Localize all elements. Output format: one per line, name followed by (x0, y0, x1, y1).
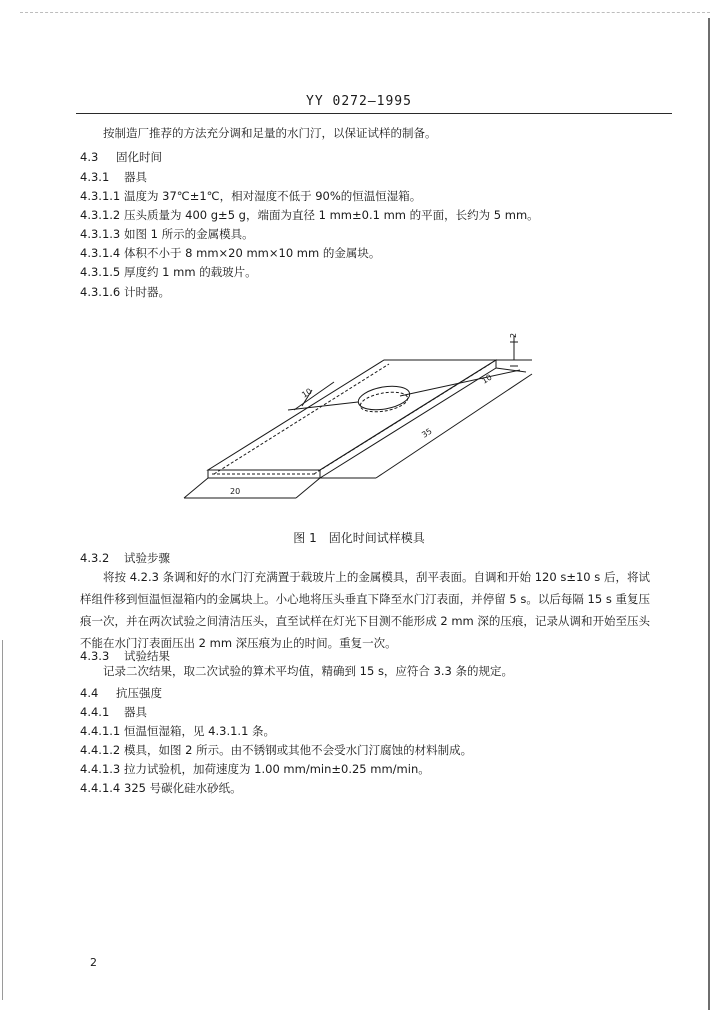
item-4-3-1-2 (80, 208, 539, 222)
section-text: 抗压强度 (116, 686, 162, 700)
section-number: 4.4.1.2 (80, 743, 121, 757)
standard-header: YY 0272—1995 (306, 94, 412, 109)
heading-4-3 (80, 150, 162, 164)
mold-side-face (320, 360, 496, 478)
figure-1-mold-drawing (170, 318, 550, 518)
paragraph-4-3-3: 记录二次结果，取二次试验的算术平均值，精确到 15 s，应符合 3.3 条的规定。 (103, 664, 514, 678)
section-text: 试验步骤 (124, 551, 170, 565)
section-number: 4.3.1.3 (80, 227, 121, 241)
section-number: 4.3 (80, 150, 99, 164)
heading-4-3-3 (80, 649, 170, 663)
item-4-4-1-2 (80, 743, 472, 757)
item-4-4-1-3 (80, 762, 430, 776)
hidden-edge (214, 364, 389, 474)
item-4-3-1-1 (80, 189, 421, 203)
section-text: 如图 1 所示的金属模具。 (124, 227, 254, 241)
dim-line-side (400, 370, 520, 396)
section-text: 压头质量为 400 g±5 g，端面为直径 1 mm±0.1 mm 的平面，长约为 5 mm。 (124, 208, 539, 222)
section-text: 厚度约 1 mm 的载玻片。 (124, 265, 257, 279)
section-text: 拉力试验机，加荷速度为 1.00 mm/min±0.25 mm/min。 (124, 762, 430, 776)
heading-4-4-1 (80, 705, 147, 719)
dim-line-length (376, 374, 532, 478)
item-4-3-1-5 (80, 265, 257, 279)
section-text: 固化时间 (116, 150, 162, 164)
section-text: 器具 (124, 705, 147, 719)
section-text: 器具 (124, 170, 147, 184)
scan-edge-left (2, 640, 3, 1000)
header-rule (76, 113, 672, 114)
item-4-3-1-4 (80, 246, 380, 260)
scan-edge-right (708, 18, 710, 1010)
section-number: 4.3.1.6 (80, 285, 121, 299)
dim-extension (288, 402, 358, 410)
section-number: 4.4.1.4 (80, 781, 121, 795)
intro-line: 按制造厂推荐的方法充分调和足量的水门汀，以保证试样的制备。 (103, 126, 437, 140)
section-text: 325 号碳化硅水砂纸。 (124, 781, 242, 795)
item-4-3-1-6 (80, 285, 170, 299)
section-number: 4.3.1.5 (80, 265, 121, 279)
section-text: 计时器。 (124, 285, 170, 299)
section-number: 4.4.1 (80, 705, 110, 719)
section-number: 4.4.1.1 (80, 724, 121, 738)
paragraph-4-3-2: 将按 4.2.3 条调和好的水门汀充满置于载玻片上的金属模具，刮平表面。自调和开始 120 s±10 s 后，将试样组件移到恒温恒湿箱内的金属块上。小心地将压头垂直下降至水门汀表面，并停留 5 s。以后每隔 15 s 重复压痕一次，并在两次试验之间清洁压头，直至试样在灯光下目测不能形成 2 mm 深的压痕，记录从调和开始至压头不能在水门汀表面压出 2 mm 深压痕为止的时间。重复一次。 (80, 570, 650, 650)
section-number: 4.3.3 (80, 649, 110, 663)
section-number: 4.4.1.3 (80, 762, 121, 776)
dim-extension (296, 478, 320, 498)
dim-label-thickness: 2 (509, 332, 518, 338)
mold-top-face (208, 360, 496, 470)
page-number: 2 (90, 956, 97, 969)
heading-4-3-2 (80, 551, 170, 565)
section-number: 4.3.1 (80, 170, 110, 184)
item-4-3-1-3 (80, 227, 254, 241)
section-number: 4.3.1.2 (80, 208, 121, 222)
section-number: 4.3.2 (80, 551, 110, 565)
section-number: 4.3.1.4 (80, 246, 121, 260)
section-number: 4.4 (80, 686, 99, 700)
section-text: 恒温恒湿箱，见 4.3.1.1 条。 (124, 724, 276, 738)
heading-4-4 (80, 686, 162, 700)
section-text: 体积不小于 8 mm×20 mm×10 mm 的金属块。 (124, 246, 381, 260)
section-text: 温度为 37℃±1℃，相对湿度不低于 90%的恒温恒湿箱。 (124, 189, 422, 203)
item-4-4-1-1 (80, 724, 275, 738)
dim-label-hole: 10 (300, 386, 314, 400)
heading-4-3-1 (80, 170, 147, 184)
scan-edge-top (20, 12, 710, 13)
dim-extension (184, 478, 208, 498)
dim-label-side: 10 (480, 372, 494, 386)
section-text: 模具，如图 2 所示。由不锈钢或其他不会受水门汀腐蚀的材料制成。 (124, 743, 473, 757)
mold-hole (356, 383, 411, 414)
figure-1-caption: 图 1 固化时间试样模具 (293, 531, 425, 545)
dim-label-length: 35 (420, 426, 434, 440)
dim-label-front: 20 (230, 487, 241, 496)
section-text: 试验结果 (124, 649, 170, 663)
dim-extension (496, 368, 526, 372)
item-4-4-1-4 (80, 781, 242, 795)
section-number: 4.3.1.1 (80, 189, 121, 203)
